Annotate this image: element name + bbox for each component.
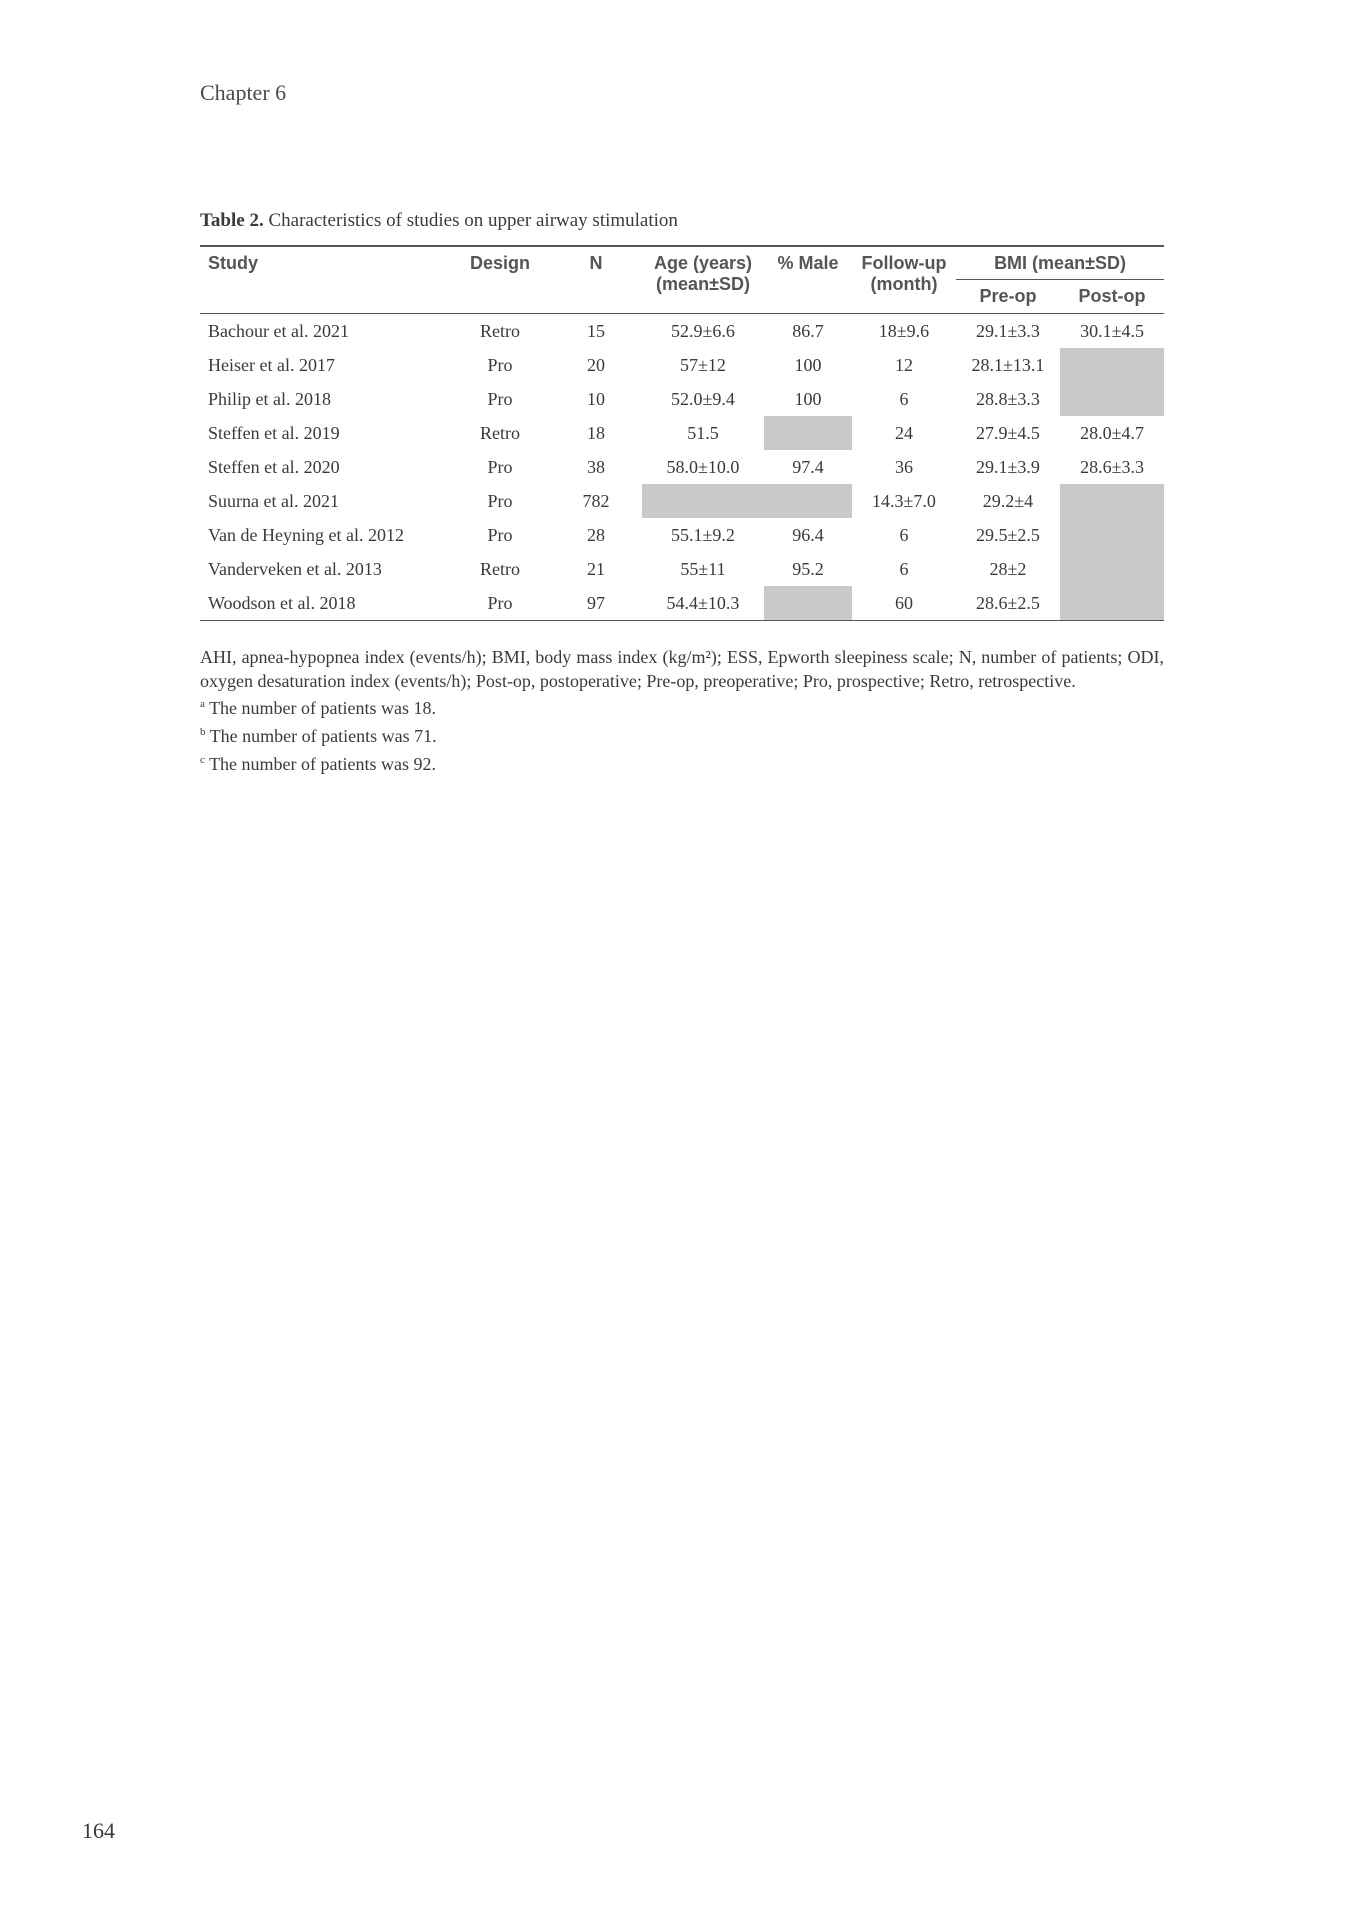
- cell-male: [764, 586, 852, 621]
- cell-age: 51.5: [687, 422, 719, 443]
- header-male: % Male: [764, 246, 852, 314]
- cell-post: [1060, 382, 1164, 416]
- header-post-op: Post-op: [1060, 280, 1164, 314]
- cell-male: 100: [794, 354, 822, 375]
- cell-male: 86.7: [792, 320, 824, 341]
- table-row: [200, 450, 1164, 484]
- table-row: [200, 484, 1164, 518]
- cell-study: Woodson et al. 2018: [200, 586, 450, 621]
- cell-followup: 24: [895, 422, 913, 443]
- cell-age: 52.9±6.6: [671, 320, 735, 341]
- cell-study: Vanderveken et al. 2013: [208, 558, 382, 579]
- cell-n: 97: [550, 586, 642, 621]
- table-row: [200, 586, 1164, 621]
- cell-design: Pro: [487, 354, 513, 375]
- cell-post: [1060, 552, 1164, 586]
- cell-design: Retro: [480, 422, 520, 443]
- footnote-text: The number of patients was 92.: [204, 754, 437, 774]
- cell-male: 97.4: [792, 456, 824, 477]
- cell-followup: 12: [895, 354, 913, 375]
- table-header: [200, 246, 1164, 314]
- chapter-heading: Chapter 6: [200, 80, 287, 105]
- cell-study: Suurna et al. 2021: [208, 490, 339, 511]
- cell-pre: 29.5±2.5: [976, 524, 1040, 545]
- cell-pre: 28±2: [989, 558, 1027, 579]
- table-caption-text: Characteristics of studies on upper airway stimulation: [263, 210, 678, 231]
- cell-design: Pro: [450, 586, 550, 621]
- table-notes: [200, 645, 1164, 780]
- cell-n: 782: [582, 490, 610, 511]
- footnote-mark: a: [200, 698, 205, 710]
- table-row: [200, 552, 1164, 586]
- cell-pre: 28.1±13.1: [971, 354, 1045, 375]
- cell-study: Bachour et al. 2021: [208, 320, 349, 341]
- table-caption-label: Table 2.: [200, 210, 264, 231]
- cell-age: 54.4±10.3: [642, 586, 764, 621]
- header-followup: Follow-up (month): [852, 246, 956, 314]
- footnote-b: [200, 724, 1164, 748]
- footnote-c: [200, 752, 1164, 776]
- cell-n: 20: [587, 354, 605, 375]
- cell-male: [764, 484, 852, 518]
- header-bmi: BMI (mean±SD): [956, 246, 1164, 280]
- cell-male: 100: [794, 388, 822, 409]
- cell-followup: 60: [852, 586, 956, 621]
- cell-study: Heiser et al. 2017: [208, 354, 335, 375]
- header-design: Design: [450, 246, 550, 314]
- cell-age: 58.0±10.0: [666, 456, 740, 477]
- cell-design: Pro: [487, 456, 513, 477]
- cell-age: [642, 484, 764, 518]
- cell-design: Pro: [487, 388, 513, 409]
- header-age: Age (years) (mean±SD): [642, 246, 764, 314]
- cell-followup: 18±9.6: [878, 320, 930, 341]
- cell-n: 10: [587, 388, 605, 409]
- cell-n: 18: [587, 422, 605, 443]
- table-row: [200, 518, 1164, 552]
- cell-age: 57±12: [680, 354, 726, 375]
- cell-post: [1060, 518, 1164, 552]
- table-row: [200, 348, 1164, 382]
- cell-study: Steffen et al. 2019: [208, 422, 340, 443]
- cell-study: Steffen et al. 2020: [208, 456, 340, 477]
- cell-post: [1060, 586, 1164, 621]
- cell-n: 15: [587, 320, 605, 341]
- cell-pre: 29.1±3.3: [976, 320, 1040, 341]
- cell-post: 30.1±4.5: [1080, 320, 1144, 341]
- header-study: Study: [200, 246, 450, 314]
- cell-design: Retro: [480, 320, 520, 341]
- cell-post: 28.6±3.3: [1080, 456, 1144, 477]
- footnote-a: [200, 696, 1164, 720]
- cell-male: 95.2: [792, 558, 824, 579]
- footnote-mark: b: [200, 726, 206, 738]
- study-characteristics-table: [200, 245, 1164, 621]
- cell-study: Philip et al. 2018: [208, 388, 331, 409]
- cell-n: 38: [587, 456, 605, 477]
- cell-post: [1060, 484, 1164, 518]
- table-caption: [200, 210, 678, 232]
- table-row: [200, 314, 1164, 349]
- page-number: 164: [82, 1818, 115, 1843]
- cell-pre: 29.1±3.9: [976, 456, 1040, 477]
- cell-pre: 28.8±3.3: [976, 388, 1040, 409]
- footnote-mark: c: [200, 754, 205, 766]
- footnote-text: The number of patients was 18.: [204, 698, 437, 718]
- cell-followup: 6: [899, 388, 909, 409]
- cell-n: 28: [587, 524, 605, 545]
- cell-male: 96.4: [792, 524, 824, 545]
- table-container: [200, 245, 1164, 621]
- cell-post: 28.0±4.7: [1080, 422, 1144, 443]
- cell-pre: 27.9±4.5: [976, 422, 1040, 443]
- cell-design: Pro: [487, 490, 513, 511]
- table-row: [200, 416, 1164, 450]
- cell-pre: 28.6±2.5: [956, 586, 1060, 621]
- header-n: N: [550, 246, 642, 314]
- footnote-text: The number of patients was 71.: [205, 726, 437, 746]
- cell-design: Pro: [487, 524, 513, 545]
- cell-followup: 6: [899, 558, 909, 579]
- cell-age: 55±11: [680, 558, 726, 579]
- cell-male: [764, 416, 852, 450]
- cell-design: Retro: [480, 558, 520, 579]
- cell-age: 55.1±9.2: [671, 524, 735, 545]
- cell-followup: 14.3±7.0: [872, 490, 936, 511]
- cell-followup: 36: [895, 456, 913, 477]
- header-pre-op: Pre-op: [956, 280, 1060, 314]
- cell-pre: 29.2±4: [982, 490, 1034, 511]
- table-row: [200, 382, 1164, 416]
- table-body: [200, 314, 1164, 621]
- cell-n: 21: [587, 558, 605, 579]
- cell-post: [1060, 348, 1164, 382]
- cell-followup: 6: [899, 524, 909, 545]
- cell-study: Van de Heyning et al. 2012: [208, 524, 404, 545]
- cell-age: 52.0±9.4: [671, 388, 735, 409]
- abbreviations-note: AHI, apnea-hypopnea index (events/h); BMI, body mass index (kg/m²); ESS, Epworth sleepiness scale; N, number of patients; ODI, oxygen desaturation index (events/h); Post-op, postoperative; Pre-op, preoperative; Pro, prospective; Retro, retrospective.: [200, 647, 1164, 691]
